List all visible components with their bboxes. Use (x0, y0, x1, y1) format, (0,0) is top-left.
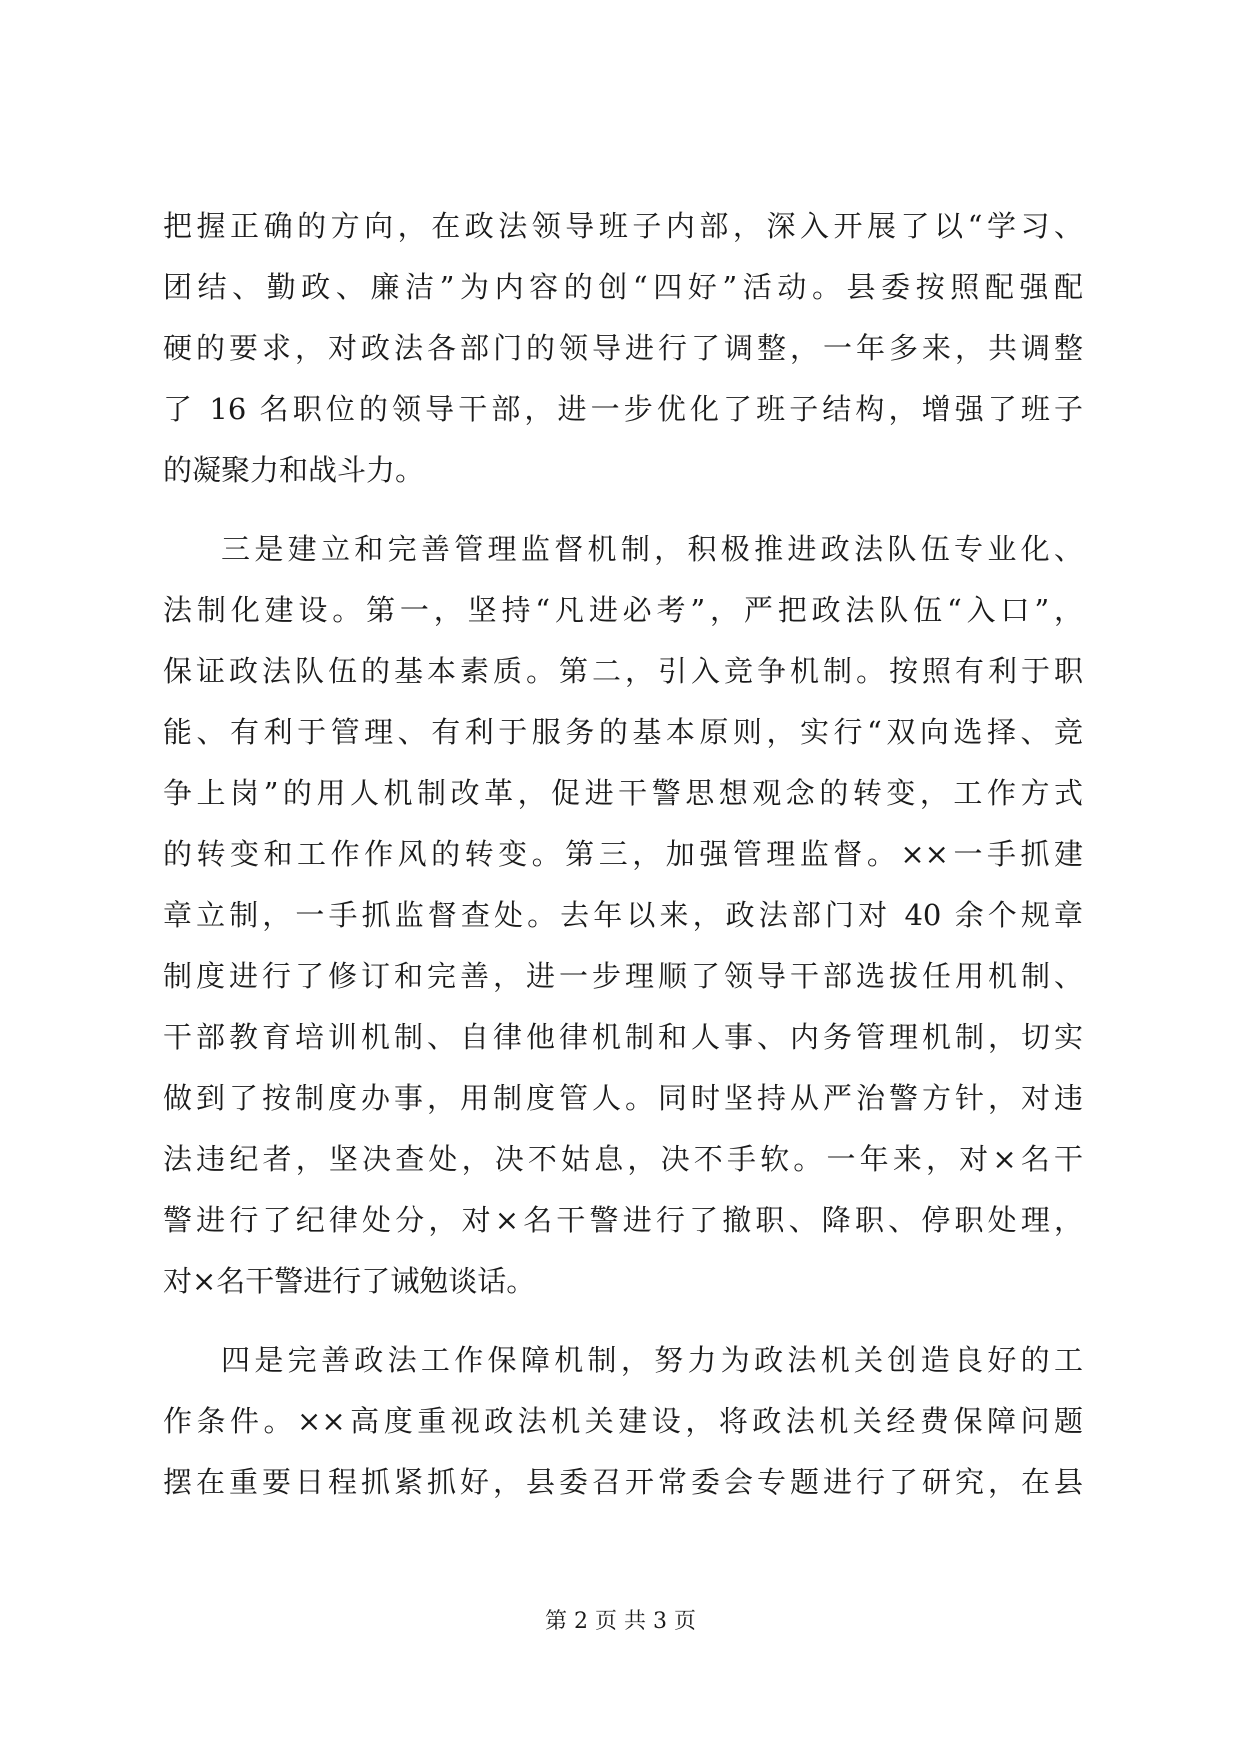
text-line: 争上岗”的用人机制改革，促进干警思想观念的转变，工作方式 (163, 776, 1083, 810)
text-line: 摆在重要日程抓紧抓好，县委召开常委会专题进行了研究，在县 (163, 1465, 1083, 1499)
text-line: 作条件。××高度重视政法机关建设，将政法机关经费保障问题 (163, 1404, 1083, 1438)
text-line: 警进行了纪律处分，对×名干警进行了撤职、降职、停职处理， (163, 1203, 1083, 1237)
text-line: 的转变和工作作风的转变。第三，加强管理监督。××一手抓建 (163, 837, 1083, 871)
text-line: 硬的要求，对政法各部门的领导进行了调整，一年多来，共调整 (163, 331, 1083, 365)
body-text (163, 196, 1083, 1531)
text-line: 团结、勤政、廉洁”为内容的创“四好”活动。县委按照配强配 (163, 270, 1083, 304)
text-line: 做到了按制度办事，用制度管人。同时坚持从严治警方针，对违 (163, 1081, 1083, 1115)
text-line: 把握正确的方向，在政法领导班子内部，深入开展了以“学习、 (163, 209, 1083, 243)
text-line: 对×名干警进行了诫勉谈话。 (163, 1264, 536, 1298)
text-line: 章立制，一手抓监督查处。去年以来，政法部门对 40 余个规章 (163, 898, 1083, 932)
page-number: 第 2 页 共 3 页 (545, 1609, 696, 1634)
paragraph-2 (163, 519, 1083, 1312)
text-line: 法制化建设。第一，坚持“凡进必考”，严把政法队伍“入口”， (163, 593, 1083, 627)
text-line: 制度进行了修订和完善，进一步理顺了领导干部选拔任用机制、 (163, 959, 1083, 993)
text-line: 了 16 名职位的领导干部，进一步优化了班子结构，增强了班子 (163, 392, 1083, 426)
text-line: 三是建立和完善管理监督机制，积极推进政法队伍专业化、 (221, 532, 1083, 566)
text-line: 能、有利于管理、有利于服务的基本原则，实行“双向选择、竞 (163, 715, 1083, 749)
paragraph-1 (163, 196, 1083, 501)
text-line: 干部教育培训机制、自律他律机制和人事、内务管理机制，切实 (163, 1020, 1083, 1054)
paragraph-3 (163, 1330, 1083, 1513)
text-line: 保证政法队伍的基本素质。第二，引入竞争机制。按照有利于职 (163, 654, 1083, 688)
text-line: 四是完善政法工作保障机制，努力为政法机关创造良好的工 (221, 1343, 1083, 1377)
text-line: 法违纪者，坚决查处，决不姑息，决不手软。一年来，对×名干 (163, 1142, 1083, 1176)
page-footer (0, 1607, 1241, 1637)
text-line: 的凝聚力和战斗力。 (163, 453, 425, 487)
